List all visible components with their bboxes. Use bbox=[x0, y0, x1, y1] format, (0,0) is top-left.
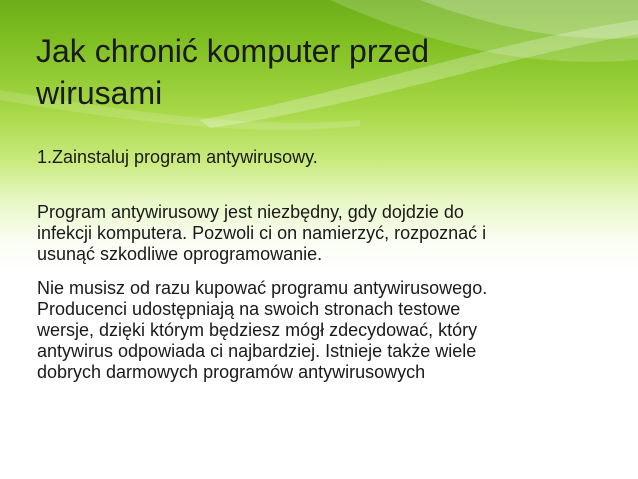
title-line-2: wirusami bbox=[36, 75, 163, 111]
paragraph-1 bbox=[37, 202, 597, 265]
paragraph-1-line: infekcji komputera. Pozwoli ci on namierzyć, rozpoznać i bbox=[37, 223, 487, 243]
paragraph-2-line: antywirus odpowiada ci najbardziej. Istnieje także wiele bbox=[37, 341, 477, 361]
paragraph-1-line: Program antywirusowy jest niezbędny, gdy dojdzie do bbox=[37, 202, 464, 222]
title-line-1: Jak chronić komputer przed bbox=[36, 33, 430, 69]
paragraph-2-line: Producenci udostępniają na swoich stronach testowe bbox=[37, 299, 461, 319]
paragraph-2-line: dobrych darmowych programów antywirusowych bbox=[37, 362, 426, 382]
paragraph-2-line: Nie musisz od razu kupować programu antywirusowego. bbox=[37, 278, 488, 298]
paragraph-2-line: wersje, dzięki którym będziesz mógł zdecydować, który bbox=[37, 320, 478, 340]
step-heading: 1.Zainstaluj program antywirusowy. bbox=[37, 147, 318, 167]
slide-title bbox=[36, 30, 596, 114]
paragraph-1-line: usunąć szkodliwe oprogramowanie. bbox=[37, 244, 323, 264]
paragraph-2 bbox=[37, 278, 597, 383]
